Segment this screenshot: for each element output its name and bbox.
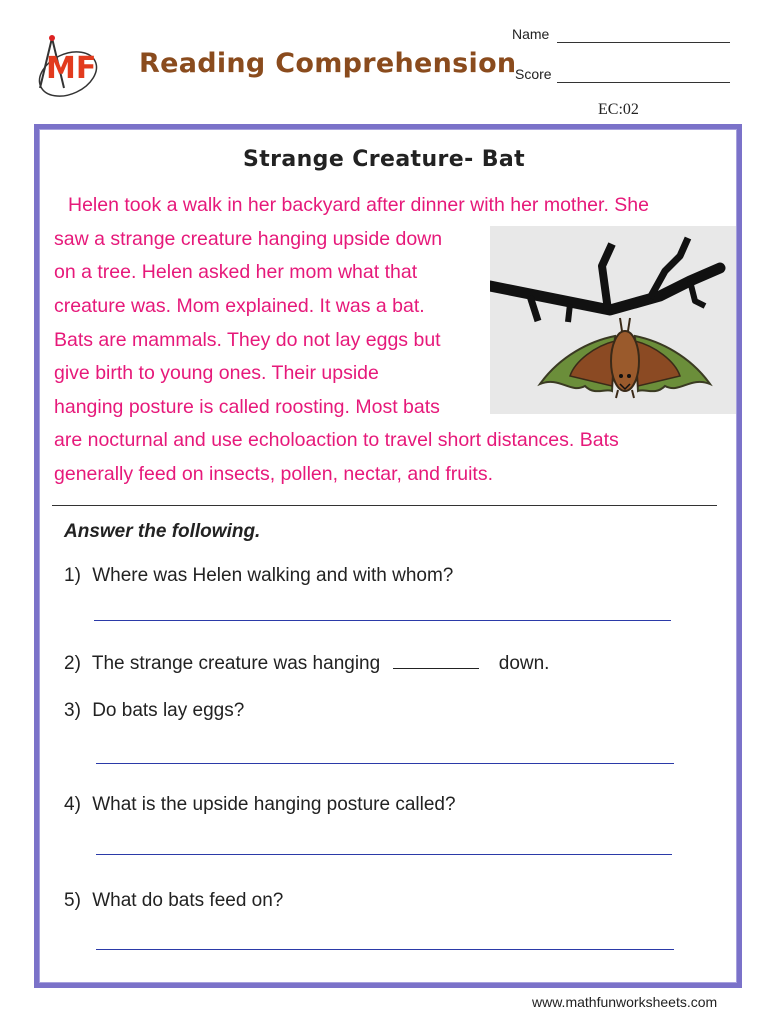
story-line: are nocturnal and use echoloaction to travel short distances. Bats [54,429,619,451]
name-label: Name [512,26,550,42]
story-line: Bats are mammals. They do not lay eggs but [54,329,441,351]
story-line: hanging posture is called roosting. Most bats [54,396,440,418]
question-2 [64,650,549,675]
bat-illustration [490,226,736,414]
question-text: down. [498,653,550,674]
worksheet-title: Reading Comprehension [139,48,517,79]
question-number: 5) [64,890,81,911]
answer-line-4[interactable] [96,854,672,855]
story-line: creature was. Mom explained. It was a bat. [54,295,425,317]
question-1 [64,565,453,587]
question-text: The strange creature was hanging [91,653,381,674]
logo-text: MF [46,51,97,86]
story-line: give birth to young ones. Their upside [54,362,379,384]
question-number: 3) [64,700,81,721]
question-text: What do bats feed on? [92,890,284,911]
worksheet-code: EC:02 [598,101,639,118]
question-4 [64,794,456,816]
story-title: Strange Creature- Bat [242,147,526,172]
question-5 [64,890,283,912]
questions-heading: Answer the following. [64,521,261,542]
story-line: generally feed on insects, pollen, nectar, and fruits. [54,463,494,485]
story-line: Helen took a walk in her backyard after dinner with her mother. She [68,194,649,216]
website-footer: www.mathfunworksheets.com [532,994,718,1010]
answer-line-1[interactable] [94,620,671,621]
answer-line-3[interactable] [96,763,674,764]
mf-logo [32,30,110,100]
story-line: saw a strange creature hanging upside down [54,228,443,250]
answer-line-5[interactable] [96,949,674,950]
question-3 [64,700,244,722]
bat-hanging-icon [490,226,736,414]
section-divider [52,505,717,506]
score-field[interactable] [557,82,730,83]
fill-in-blank[interactable] [393,650,479,669]
question-number: 2) [64,653,81,674]
question-number: 4) [64,794,81,815]
question-text: What is the upside hanging posture called? [92,794,456,815]
question-number: 1) [64,565,81,586]
story-line: on a tree. Helen asked her mom what that [54,261,418,283]
score-label: Score [515,66,552,82]
question-text: Do bats lay eggs? [92,700,245,721]
question-text: Where was Helen walking and with whom? [92,565,454,586]
name-field[interactable] [557,42,730,43]
